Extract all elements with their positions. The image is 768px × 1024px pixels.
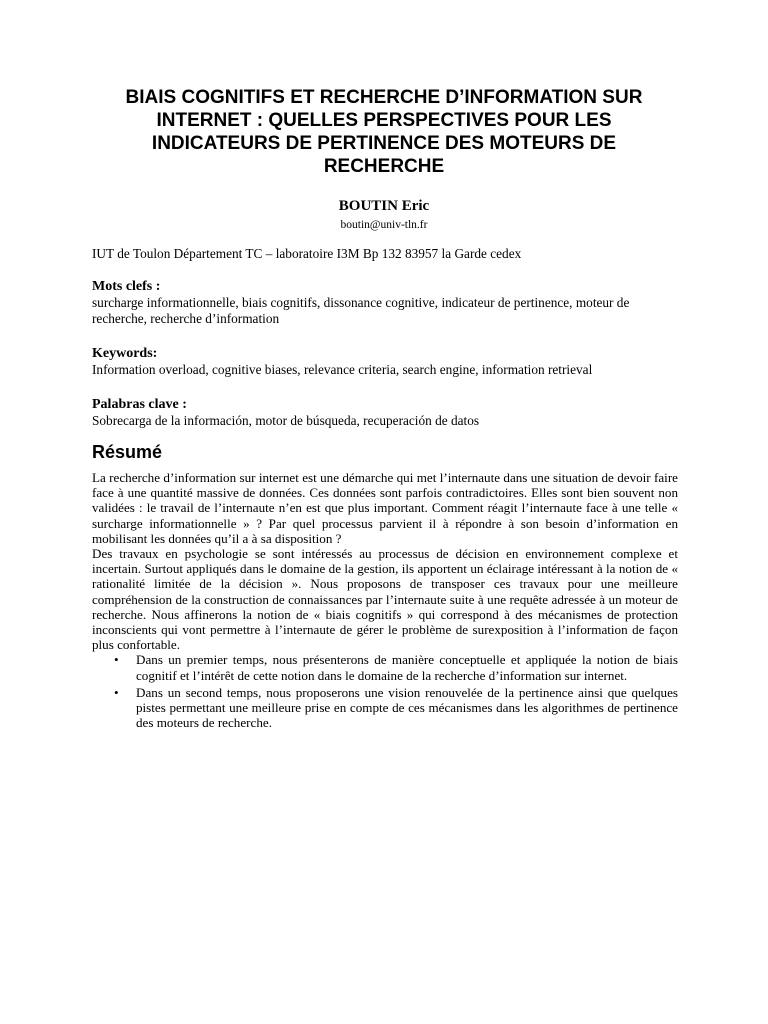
bullet-icon: •	[114, 684, 119, 700]
mots-clefs-heading: Mots clefs :	[92, 279, 161, 294]
list-item	[92, 652, 678, 682]
palabras-clave-heading: Palabras clave :	[92, 397, 187, 412]
mots-clefs-section	[92, 279, 678, 327]
resume-bullet-list	[92, 652, 678, 730]
list-item-text: Dans un premier temps, nous présenterons de manière conceptuelle et appliquée la notion de biais cognitif et l’intérêt de cette notion dans le domaine de la recherche d’information sur internet.	[136, 652, 678, 683]
resume-paragraph-2: Des travaux en psychologie se sont intéressés au processus de décision en environnement complexe et incertain. Surtout appliqués dans le domaine de la gestion, ils apportent un éclairage intéressant à la notion de « rationalité limitée de la décision ». Nous proposons de transposer ces travaux pour une meilleure compréhension de la construction de connaissances par l’internaute suite à une requête adressée à un moteur de recherche. Nous affinerons la notion de « biais cognitifs » qui correspond à des mécanismes de protection inconscients qui vont permettre à l’internaute de gérer le problème de surexposition à l’information de façon plus confortable.	[92, 546, 678, 653]
resume-paragraph-1: La recherche d’information sur internet est une démarche qui met l’internaute dans une situation de devoir faire face à une quantité massive de données. Ces données sont parfois contradictoires. Elles sont bien souvent non validées : le travail de l’internaute n’en est que plus important. Comment réagit l’internaute face à une telle « surcharge informationnelle » ? Par quel processus parvient il à répondre à son besoin d’information en mobilisant les données qu’il a à sa disposition ?	[92, 470, 678, 546]
keywords-text: Information overload, cognitive biases, relevance criteria, search engine, information retrieval	[92, 362, 593, 377]
keywords-heading: Keywords:	[92, 346, 158, 361]
affiliation: IUT de Toulon Département TC – laboratoire I3M Bp 132 83957 la Garde cedex	[92, 246, 522, 261]
bullet-icon: •	[114, 652, 119, 668]
author-email: boutin@univ-tln.fr	[340, 219, 428, 231]
list-item	[92, 685, 678, 731]
author-name: BOUTIN Eric	[338, 198, 430, 214]
palabras-clave-text: Sobrecarga de la información, motor de búsqueda, recuperación de datos	[92, 413, 480, 428]
mots-clefs-text: surcharge informationnelle, biais cognitifs, dissonance cognitive, indicateur de pertinence, moteur de recherche, recherche d’information	[92, 295, 630, 326]
paper-title: BIAIS COGNITIFS ET RECHERCHE D’INFORMATION SUR INTERNET : QUELLES PERSPECTIVES POUR LES INDICATEURS DE PERTINENCE DES MOTEURS DE RECHERCHE	[125, 87, 643, 177]
resume-heading: Résumé	[92, 442, 163, 462]
list-item-text: Dans un second temps, nous proposerons une vision renouvelée de la pertinence ainsi que quelques pistes permettant une meilleure prise en compte de ces mécanismes dans les algorithmes de pertinence des moteurs de recherche.	[136, 684, 678, 731]
resume-body	[92, 470, 678, 730]
palabras-clave-section	[92, 397, 678, 429]
keywords-section	[92, 346, 678, 378]
